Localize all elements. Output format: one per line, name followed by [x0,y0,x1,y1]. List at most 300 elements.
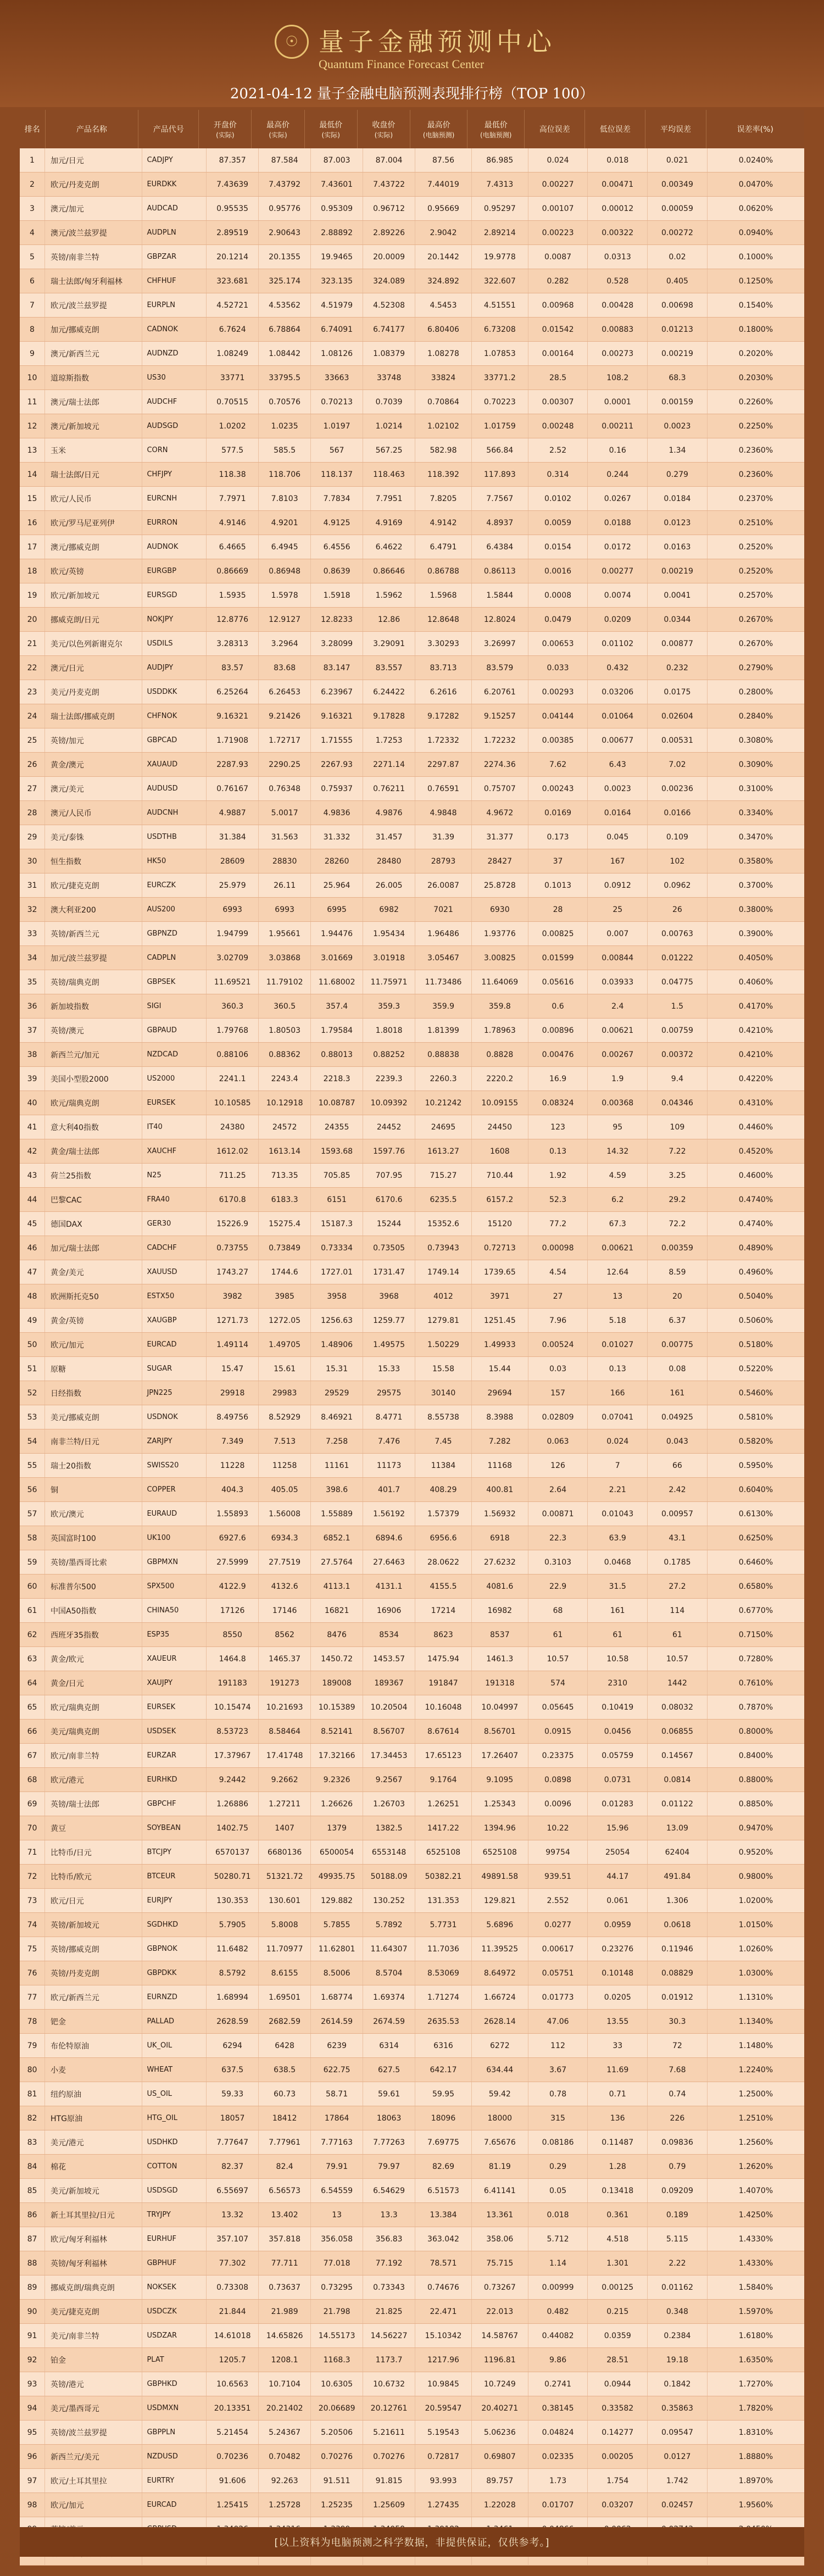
table-cell: HTG原油 [45,2106,142,2130]
table-cell: 4.9672 [472,801,528,825]
table-cell: 47.06 [528,2010,588,2033]
table-cell: 1597.76 [363,1139,415,1163]
table-cell: 2 [20,173,45,196]
table-cell: 0.00059 [648,197,708,220]
table-cell: 67.3 [588,1212,648,1236]
table-cell: 1402.75 [207,1816,259,1840]
table-cell: EURHKD [142,1768,207,1791]
table-cell: 0.33582 [588,2396,648,2420]
table-cell: 1.0197 [311,414,363,438]
table-row [20,390,804,414]
table-row [20,1913,804,1937]
table-cell: 8.5704 [363,1961,415,1985]
table-cell: 8537 [472,1623,528,1646]
table-cell: 道琼斯指数 [45,366,142,390]
table-cell: 27.6232 [472,1550,528,1574]
table-cell: 356.83 [363,2227,415,2251]
table-cell: 英镑/瑞典克朗 [45,970,142,994]
table-cell: 30.3 [648,2010,708,2033]
table-cell: 87.004 [363,148,415,172]
table-cell: 0.88838 [415,1043,472,1066]
table-cell: 15226.9 [207,1212,259,1236]
table-cell: 363.042 [415,2227,472,2251]
table-cell: 8.67614 [415,1720,472,1743]
table-cell: 26.11 [259,873,311,897]
table-cell: 黄金/澳元 [45,753,142,776]
table-cell: 欧元/加元 [45,1333,142,1356]
table-cell: GER30 [142,1212,207,1236]
table-cell: 68.3 [648,366,708,390]
table-cell: 86 [20,2203,45,2227]
table-cell: 1256.63 [311,1309,363,1332]
table-cell: 0.01027 [588,1333,648,1356]
table-cell: 美元/以色列新谢克尔 [45,632,142,655]
table-cell: 70 [20,1816,45,1840]
table-cell: 1.93776 [472,922,528,945]
table-cell: 0.00307 [528,390,588,414]
table-cell: 0.00698 [648,293,708,317]
table-cell: 87.56 [415,148,472,172]
table-cell: 0.0023 [648,414,708,438]
table-cell: 0.0001 [588,390,648,414]
table-cell: 6157.2 [472,1188,528,1211]
table-cell: 79.91 [311,2155,363,2178]
table-cell: 0.215 [588,2300,648,2323]
table-cell: 61 [588,1623,648,1646]
table-row [20,2058,804,2082]
table-cell: 38 [20,1043,45,1066]
table-cell: 0.0313 [588,245,648,269]
table-cell: UK100 [142,1526,207,1550]
table-cell: 9.1764 [415,1768,472,1791]
table-cell: 0.04925 [648,1405,708,1429]
table-cell: 79.97 [363,2155,415,2178]
table-cell: 0.3103 [528,1550,588,1574]
table-cell: 2274.36 [472,753,528,776]
table-cell: 0.0209 [588,608,648,631]
table-cell: 56 [20,1478,45,1501]
table-cell: 89 [20,2275,45,2299]
table-cell: 20.59547 [415,2396,472,2420]
table-cell: 17.37967 [207,1744,259,1767]
table-cell: 钯金 [45,2010,142,2033]
table-cell: 0.0205 [588,1985,648,2009]
table-cell: 1.69374 [363,1985,415,2009]
table-cell: 1.5962 [363,583,415,607]
table-cell: 18412 [259,2106,311,2130]
table-cell: 398.6 [311,1478,363,1501]
table-cell: 黄金/瑞士法郎 [45,1139,142,1163]
table-cell: 1.9560% [738,2500,773,2510]
table-cell: 31.563 [259,825,311,849]
table-row [20,173,804,197]
table-cell: 49891.58 [472,1865,528,1888]
table-cell: 14.32 [588,1139,648,1163]
table-cell: 19.9465 [311,245,363,269]
table-cell: 0.00896 [528,1019,588,1042]
table-cell: 1.7270% [738,2379,773,2389]
table-cell: 11161 [311,1454,363,1477]
table-cell: 83.579 [472,656,528,680]
table-cell: 24450 [472,1115,528,1139]
table-cell: 1739.65 [472,1260,528,1284]
table-row [20,1019,804,1043]
table-cell: 6918 [472,1526,528,1550]
table-cell: 9.15257 [472,704,528,728]
table-cell: 7.476 [363,1429,415,1453]
table-cell: 83.147 [311,656,363,680]
table-cell: 356.058 [311,2227,363,2251]
table-cell: 3.28099 [311,632,363,655]
table-cell: 0.4050% [738,953,773,962]
table-cell: 62 [20,1623,45,1646]
table-cell: GBPAUD [142,1019,207,1042]
table-cell: 德国DAX [45,1212,142,1236]
table-cell: 11.64307 [363,1937,415,1961]
table-cell: 1.94799 [207,922,259,945]
table-cell: 82.69 [415,2155,472,2178]
table-cell: 澳元/波兰兹罗提 [45,221,142,244]
table-cell: 77 [20,1985,45,2009]
table-cell: 0.00524 [528,1333,588,1356]
table-cell: 82.4 [259,2155,311,2178]
table-cell: 627.5 [363,2058,415,2082]
table-cell: 0.0731 [588,1768,648,1791]
table-cell: 17.34453 [363,1744,415,1767]
table-cell: 1.92 [528,1164,588,1187]
table-cell: 15.47 [207,1357,259,1381]
table-cell: 1.71274 [415,1985,472,2009]
table-cell: 10.6305 [311,2372,363,2396]
table-row [20,1865,804,1889]
table-cell: 10.20504 [363,1695,415,1719]
table-cell: 2310 [588,1671,648,1695]
table-row [20,680,804,704]
table-cell: 0.244 [588,463,648,486]
table-cell: 1.49933 [472,1333,528,1356]
table-cell: 360.3 [207,994,259,1018]
table-cell: 30140 [415,1381,472,1405]
table-row [20,608,804,632]
table-cell: 英镑/加元 [45,728,142,752]
table-cell: 34 [20,946,45,970]
table-cell: 191273 [259,1671,311,1695]
table-cell: 59.33 [207,2082,259,2106]
table-cell: 91.511 [311,2469,363,2492]
table-cell: 铂金 [45,2348,142,2372]
table-cell: 4.51551 [472,293,528,317]
table-cell: 10.21242 [415,1091,472,1115]
table-cell: 0.061 [588,1889,648,1912]
table-cell: 加元/挪威克朗 [45,318,142,341]
table-cell: 7.62 [528,753,588,776]
table-cell: 15187.3 [311,1212,363,1236]
table-cell: 71 [20,1840,45,1864]
table-cell: 6982 [363,898,415,921]
table-cell: 3958 [311,1284,363,1308]
table-cell: 1.26703 [363,1792,415,1816]
table-cell: 澳元/新加坡元 [45,414,142,438]
table-cell: 1.0200% [738,1896,773,1905]
logo-emblem-icon: ☉ [275,25,309,59]
table-cell: 0.70213 [311,390,363,414]
table-cell: 29694 [472,1381,528,1405]
table-cell: 401.7 [363,1478,415,1501]
table-cell: 31.332 [311,825,363,849]
title-en: Quantum Finance Forecast Center [319,57,485,71]
table-cell: 0.1540% [738,301,773,310]
table-cell: 4.8937 [472,511,528,535]
table-cell: 0.2670% [738,639,773,648]
table-cell: 22.471 [415,2300,472,2323]
table-cell: 6294 [207,2034,259,2057]
table-row [20,1889,804,1913]
table-cell: 1.08278 [415,342,472,365]
table-cell: 6.73208 [472,318,528,341]
table-cell: 0.04346 [648,1091,708,1115]
table-cell: 7 [20,293,45,317]
table-cell: 1.5918 [311,583,363,607]
table-row [20,632,804,656]
table-cell: 4.9836 [311,801,363,825]
table-cell: 30 [20,849,45,873]
table-cell: 0.1800% [738,325,773,334]
table-cell: 23 [20,680,45,704]
column-header [645,110,706,148]
table-cell: 1.2510% [738,2113,773,2123]
table-cell: 0.00968 [528,293,588,317]
table-cell: 3.26997 [472,632,528,655]
table-cell: 37 [20,1019,45,1042]
table-cell: 7.43792 [259,173,311,196]
table-cell: 9.17282 [415,704,472,728]
table-cell: 欧元/港元 [45,1768,142,1791]
table-cell: 0.4210% [738,1026,773,1035]
table-cell: 0.75937 [311,777,363,800]
table-cell: 8.59 [648,1260,708,1284]
table-cell: 6500054 [311,1840,363,1864]
table-cell: AUS200 [142,898,207,921]
table-cell: 64 [20,1671,45,1695]
table-row [20,1454,804,1478]
table-cell: 0.232 [648,656,708,680]
table-cell: 2.552 [528,1889,588,1912]
table-row [20,1212,804,1236]
table-cell: 0.75707 [472,777,528,800]
table-cell: 325.174 [259,269,311,293]
table-cell: 1.0202 [207,414,259,438]
table-cell: 400.81 [472,1478,528,1501]
table-cell: 1.73 [528,2469,588,2492]
table-cell: 0.0456 [588,1720,648,1743]
table-cell: 2.89214 [472,221,528,244]
table-row [20,1550,804,1574]
table-cell: 2.42 [648,1478,708,1501]
table-cell: 20.1214 [207,245,259,269]
table-cell: 87.003 [311,148,363,172]
table-cell: 226 [648,2106,708,2130]
table-cell: 710.44 [472,1164,528,1187]
table-cell: 21 [20,632,45,655]
table-cell: 0.00205 [588,2445,648,2468]
table-cell: 0.6250% [738,1533,773,1543]
table-row [20,656,804,680]
table-row [20,583,804,608]
table-cell: 26 [648,898,708,921]
table-cell: 0.0277 [528,1913,588,1937]
table-cell: 6993 [259,898,311,921]
table-cell: 11.6482 [207,1937,259,1961]
table-cell: 0.6130% [738,1509,773,1518]
table-cell: 114 [648,1599,708,1622]
table-cell: 0.02335 [528,2445,588,2468]
table-cell: 0.95535 [207,197,259,220]
column-header [467,110,525,148]
table-cell: 18063 [363,2106,415,2130]
table-cell: 5.18 [588,1309,648,1332]
table-cell: 10.09155 [472,1091,528,1115]
table-cell: 14.55173 [311,2324,363,2347]
table-cell: 2.64 [528,1478,588,1501]
table-row [20,1236,804,1260]
table-cell: 15.44 [472,1357,528,1381]
table-cell: 英镑/匈牙利福林 [45,2251,142,2275]
table-cell: 0.02 [648,245,708,269]
table-cell: 10.04997 [472,1695,528,1719]
table-cell: 83 [20,2130,45,2154]
table-cell: 9.4 [648,1067,708,1091]
table-cell: CHFHUF [142,269,207,293]
table-cell: 0.1785 [648,1550,708,1574]
table-cell: 欧元/澳元 [45,1502,142,1526]
table-cell: 0.5040% [738,1292,773,1301]
table-cell: 49 [20,1309,45,1332]
table-cell: USDNOK [142,1405,207,1429]
table-cell: 31 [20,873,45,897]
table-cell: 8.56701 [472,1720,528,1743]
table-cell: 27.6463 [363,1550,415,1574]
table-cell: 7.77961 [259,2130,311,2154]
table-cell: 1.81399 [415,1019,472,1042]
table-cell: 0.00763 [648,922,708,945]
table-cell: 1.72232 [472,728,528,752]
table-cell: 6.43 [588,753,648,776]
table-cell: 31.39 [415,825,472,849]
table-cell: 323.135 [311,269,363,293]
table-cell: 1608 [472,1139,528,1163]
table-cell: 29529 [311,1381,363,1405]
table-cell: 0.03933 [588,970,648,994]
table-cell: 31.384 [207,825,259,849]
table-cell: 1.7253 [363,728,415,752]
table-cell: 4 [20,221,45,244]
table-cell: 0.0814 [648,1768,708,1791]
table-cell: 4.9142 [415,511,472,535]
table-cell: 0.5060% [738,1316,773,1325]
table-cell: 英国富时100 [45,1526,142,1550]
table-cell: 707.95 [363,1164,415,1187]
table-cell: 英镑/丹麦克朗 [45,1961,142,1985]
table-row [20,559,804,583]
table-cell: 10.6563 [207,2372,259,2396]
table-cell: 2.21 [588,1478,648,1501]
table-cell: 0.01162 [648,2275,708,2299]
table-cell: 0.2510% [738,518,773,527]
table-cell: EURSEK [142,1091,207,1115]
table-cell: 5.06236 [472,2421,528,2444]
table-cell: 131.353 [415,1889,472,1912]
table-cell: 0.4210% [738,1050,773,1059]
table-row [20,1816,804,1840]
table-cell: 0.88013 [311,1043,363,1066]
table-cell: 7.43601 [311,173,363,196]
ranking-table [20,110,804,2524]
table-cell: 小麦 [45,2058,142,2082]
table-row [20,1260,804,1284]
table-cell: 2.52 [528,438,588,462]
table-cell: 11.62801 [311,1937,363,1961]
table-row [20,1188,804,1212]
table-cell: 324.892 [415,269,472,293]
column-header [525,110,585,148]
table-cell: 3.29091 [363,632,415,655]
table-row [20,1720,804,1744]
table-cell: 美元/瑞典克朗 [45,1720,142,1743]
table-cell: 1.71555 [311,728,363,752]
table-cell: 0.0166 [648,801,708,825]
table-cell: EURCZK [142,873,207,897]
table-cell: 6993 [207,898,259,921]
footer-disclaimer: [以上资料为电脑预测之科学数据，非提供保证，仅供参考。] [20,2527,804,2557]
table-cell: 1.14 [528,2251,588,2275]
table-cell: 欧洲斯托克50 [45,1284,142,1308]
table-cell: 0.70223 [472,390,528,414]
table-cell: 8476 [311,1623,363,1646]
table-cell: 14.65826 [259,2324,311,2347]
table-cell: 24572 [259,1115,311,1139]
table-cell: 9.2567 [363,1768,415,1791]
table-cell: 0.2360% [738,446,773,455]
table-cell: 68 [528,1599,588,1622]
table-cell: 0.78 [528,2082,588,2106]
table-cell: NZDUSD [142,2445,207,2468]
table-cell: 0.00385 [528,728,588,752]
table-cell: 0.73308 [207,2275,259,2299]
table-cell: 1.8970% [738,2476,773,2485]
table-cell: 0.01064 [588,704,648,728]
table-cell: 77.302 [207,2251,259,2275]
table-cell: 0.5220% [738,1364,773,1373]
table-cell: 1.26886 [207,1792,259,1816]
table-cell: 13.3 [363,2203,415,2227]
table-cell: 1.56932 [472,1502,528,1526]
table-cell: 黄金/日元 [45,1671,142,1695]
table-cell: ESP35 [142,1623,207,1646]
table-cell: 0.01122 [648,1792,708,1816]
table-cell: USDILS [142,632,207,655]
table-cell: 0.00825 [528,922,588,945]
table-cell: 357.818 [259,2227,311,2251]
column-header-label: 收盘价 [372,120,396,130]
table-row [20,922,804,946]
table-cell: 59.42 [472,2082,528,2106]
table-cell: 黄金/欧元 [45,1647,142,1671]
table-cell: 0.173 [528,825,588,849]
table-cell: 1.5978 [259,583,311,607]
table-cell: 0.03 [528,1357,588,1381]
table-cell: GBPHUF [142,2251,207,2275]
table-cell: 0.01102 [588,632,648,655]
